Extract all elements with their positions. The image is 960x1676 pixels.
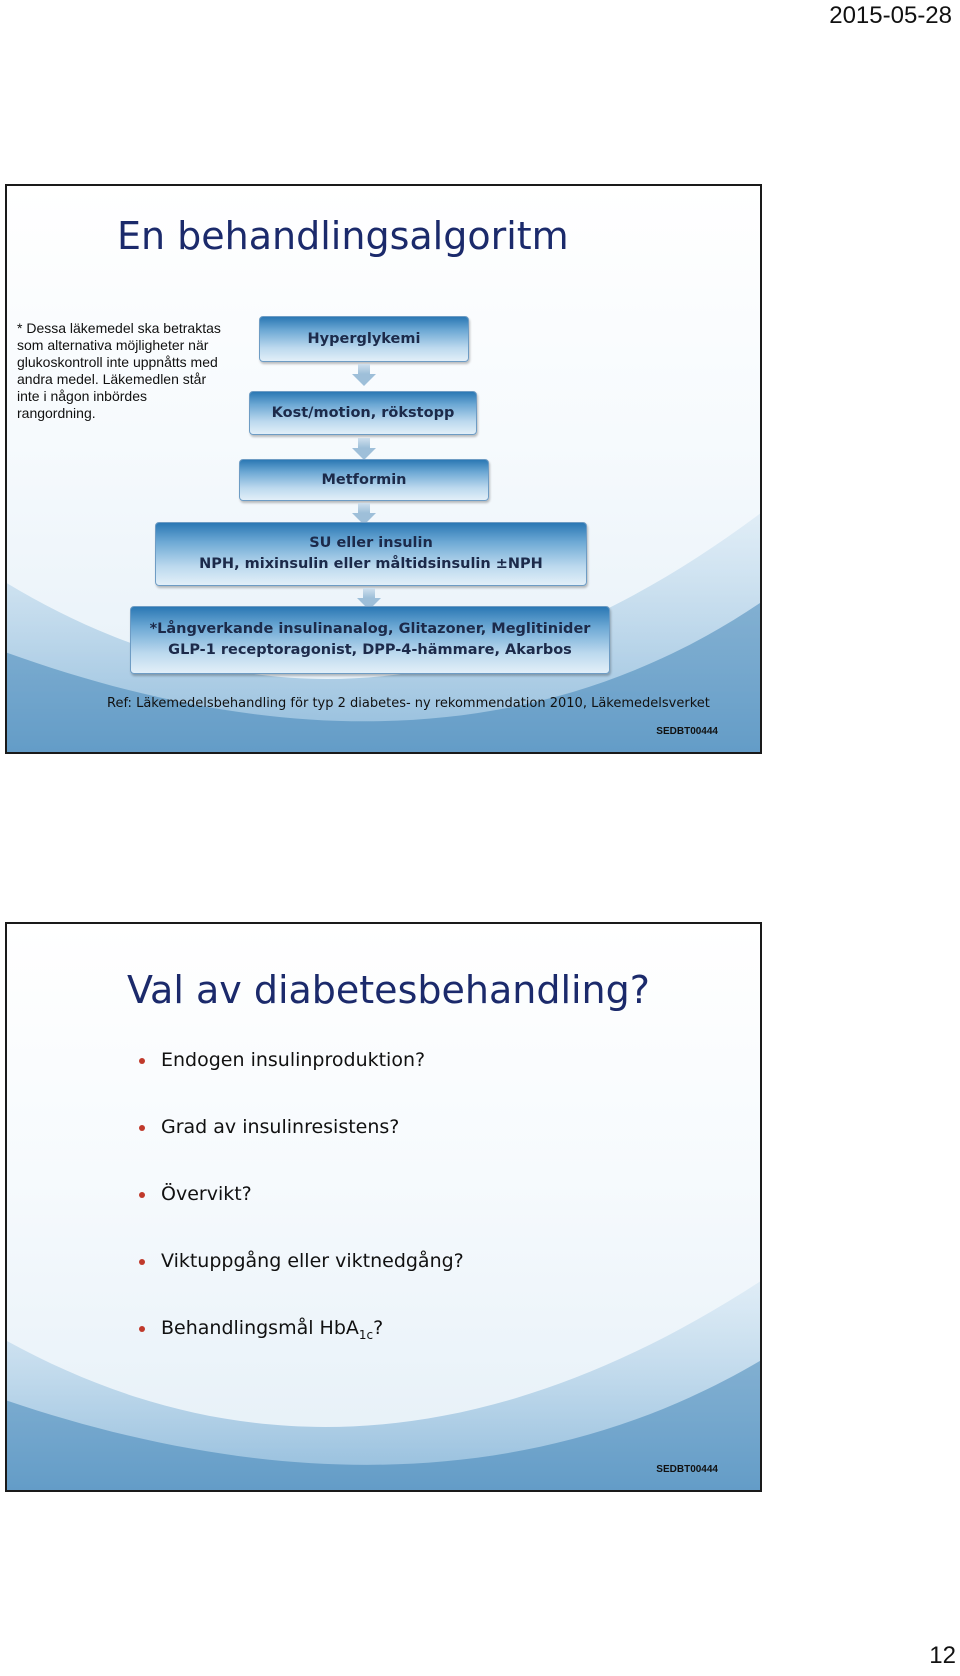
flow-step-kost-motion: [249, 391, 477, 435]
flow-step-label: NPH, mixinsulin eller måltidsinsulin ±NPH: [199, 556, 543, 572]
flow-step-metformin: [239, 459, 489, 501]
down-arrow-icon: [352, 438, 376, 460]
list-item: Grad av insulinresistens?: [137, 1116, 464, 1183]
slide-title: En behandlingsalgoritm: [117, 214, 569, 258]
list-item: Viktuppgång eller viktnedgång?: [137, 1250, 464, 1317]
page-date: 2015-05-28: [829, 2, 952, 29]
bullet-icon: [139, 1259, 145, 1265]
flow-step-label: *Långverkande insulinanalog, Glitazoner, Meglitinider: [149, 621, 591, 637]
flow-step-su-insulin: [155, 522, 587, 586]
flow-step-hyperglykemi: [259, 316, 469, 362]
list-item: Endogen insulinproduktion?: [137, 1049, 464, 1116]
flow-step-label: SU eller insulin: [309, 535, 433, 551]
bullet-icon: [139, 1125, 145, 1131]
document-code: SEDBT00444: [656, 1464, 718, 1475]
slide-treatment-choice: [5, 922, 762, 1492]
bullet-list: [137, 1049, 464, 1384]
flow-step-label: Kost/motion, rökstopp: [271, 404, 455, 421]
reference-text: Ref: Läkemedelsbehandling för typ 2 diabetes- ny rekommendation 2010, Läkemedelsverket: [107, 696, 710, 711]
flow-step-label: GLP-1 receptoragonist, DPP-4-hämmare, Akarbos: [168, 642, 572, 658]
flow-step-label: Hyperglykemi: [307, 330, 421, 347]
footnote-text: * Dessa läkemedel ska betraktas som alternativa möjligheter när glukoskontroll inte uppnåtts med andra medel. Läkemedlen står inte i någon inbördes rangordning.: [17, 320, 221, 421]
slide-treatment-algorithm: [5, 184, 762, 754]
bullet-icon: [139, 1058, 145, 1064]
bullet-icon: [139, 1192, 145, 1198]
page-number: 12: [929, 1642, 956, 1669]
list-item: Övervikt?: [137, 1183, 464, 1250]
down-arrow-icon: [352, 364, 376, 386]
flow-step-alternatives: [130, 606, 610, 674]
bullet-icon: [139, 1326, 145, 1332]
list-item: Behandlingsmål HbA$_{1c}$?: [137, 1317, 464, 1384]
document-code: SEDBT00444: [656, 726, 718, 737]
slide-title: Val av diabetesbehandling?: [127, 968, 650, 1012]
flow-step-label: Metformin: [321, 471, 407, 488]
